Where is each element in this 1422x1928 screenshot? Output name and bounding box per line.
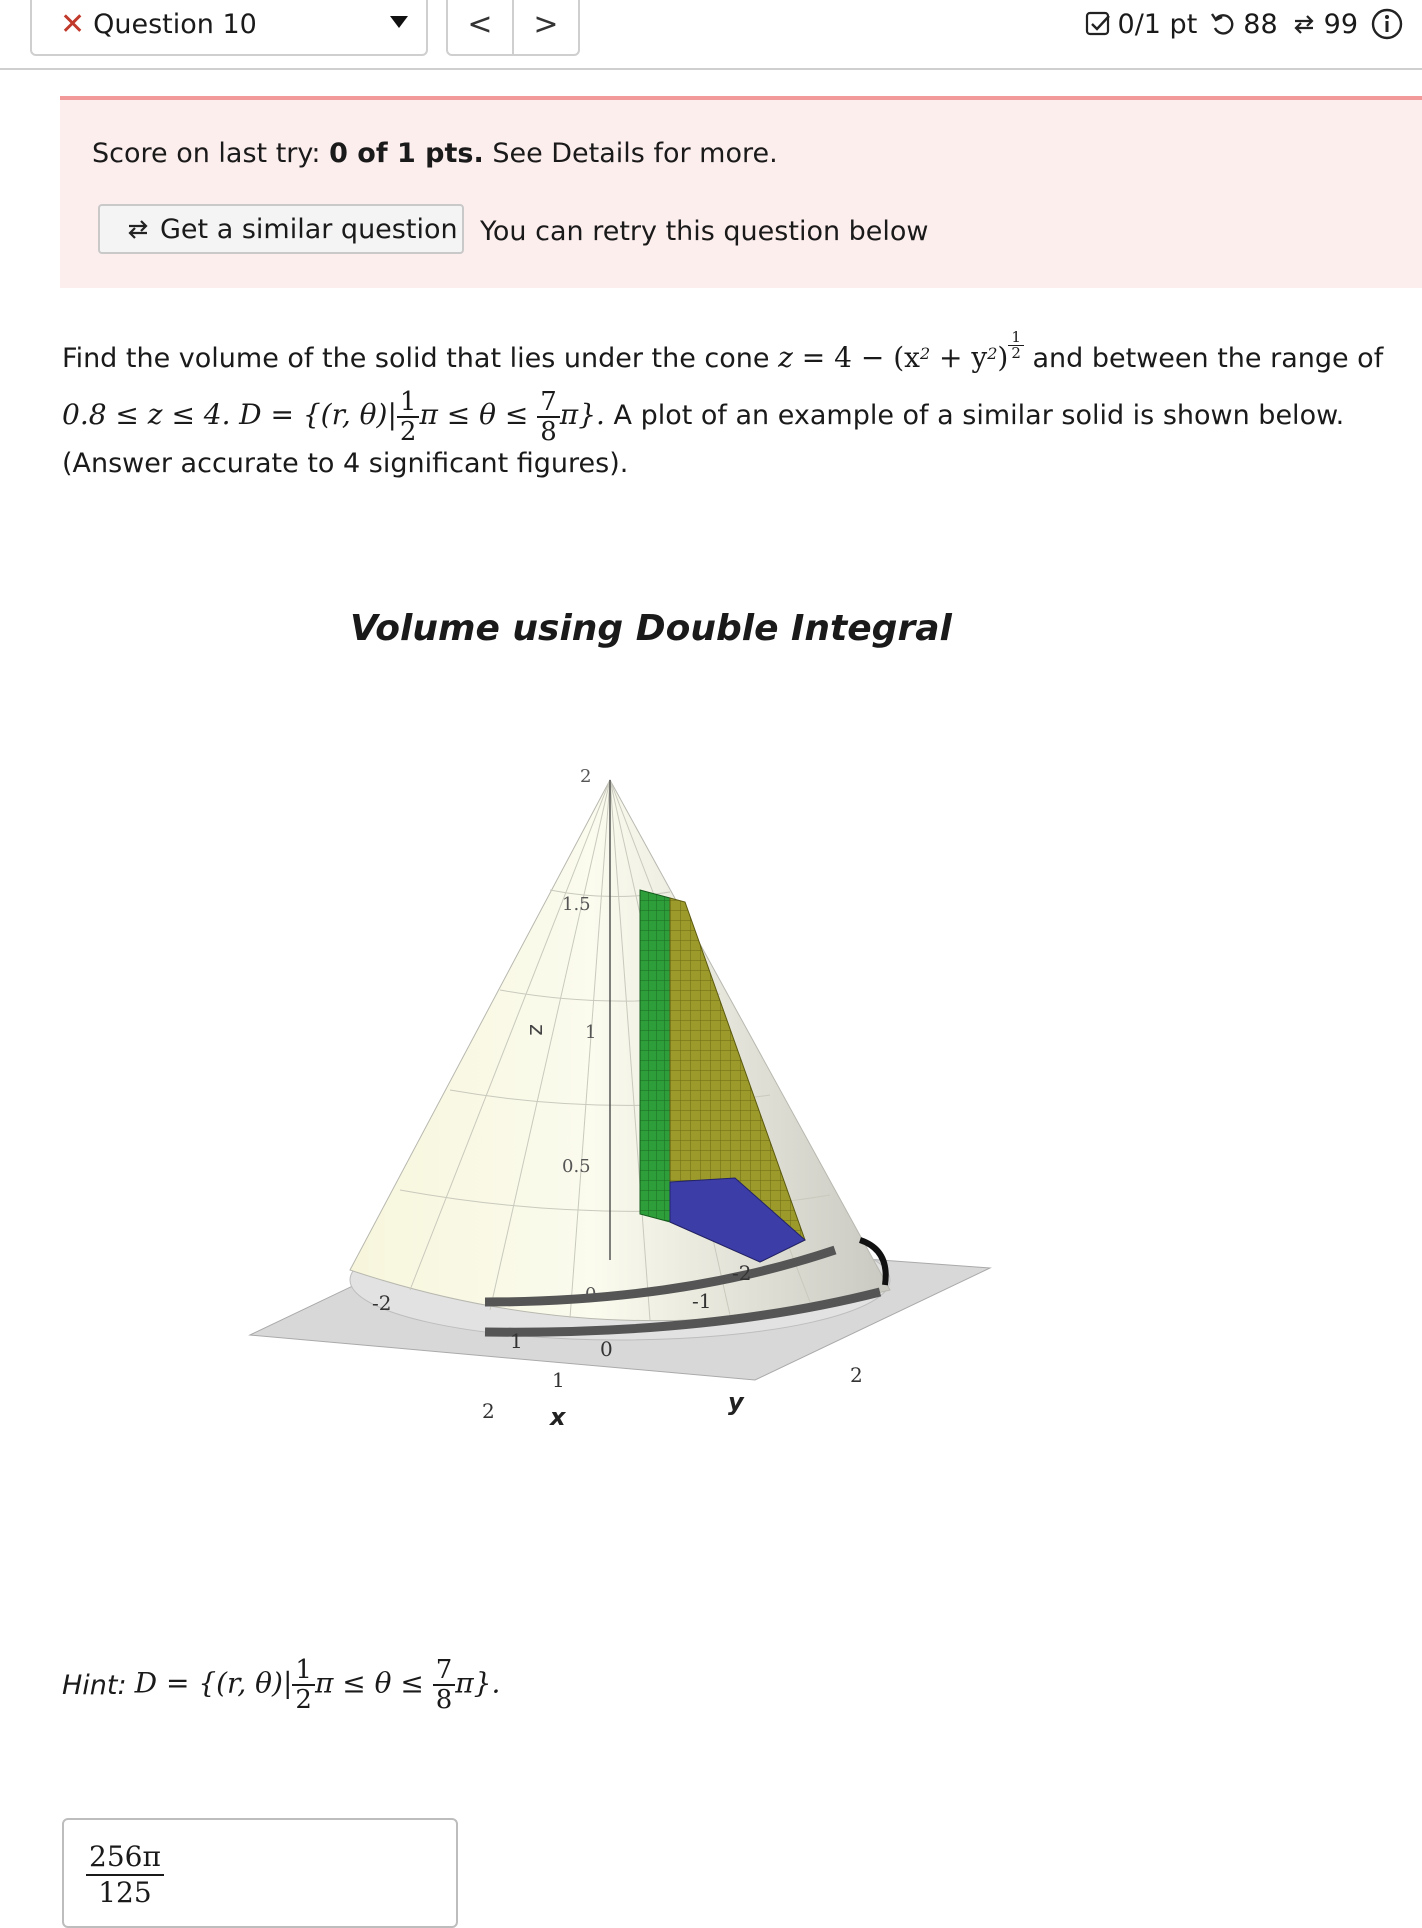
answer-numerator: 256π [86,1840,164,1876]
cone-plot-svg [240,590,1020,1450]
question-text [62,330,1402,482]
y-tick-neg1: -1 [692,1289,712,1313]
score-value-bold: 0 of 1 pts. [329,138,484,169]
retry-icon [1290,10,1318,38]
hint-label: Hint: [62,1669,127,1701]
y-tick-neg2: -2 [732,1261,752,1285]
retries-value: 99 [1323,8,1358,40]
answer-fraction [86,1840,164,1910]
y-tick-2: 2 [850,1363,863,1387]
question-line-2 [62,387,1402,446]
retry-icon [124,215,152,243]
score-suffix[interactable]: See Details for more. [483,138,778,169]
hint [62,1656,500,1714]
z-tick-1: 1 [585,1022,597,1043]
x-tick-1: 1 [552,1368,565,1392]
retries-badge [1290,9,1358,40]
status-bar [1084,0,1422,48]
question-line-1 [62,330,1402,387]
score-value: 0/1 pt [1117,8,1198,40]
q-line1-suffix: and between the range of [1032,343,1384,374]
z-range: 0.8 ≤ z ≤ 4. [62,398,231,431]
x-axis-label: x [550,1403,566,1431]
question-selector[interactable] [30,0,428,56]
attempts-badge [1209,9,1277,40]
y-tick-1: 1 [510,1329,523,1353]
green-wall [640,890,670,1222]
cone-surface [350,780,890,1321]
question-nav [446,0,580,56]
top-bar [0,0,1422,70]
score-badge [1084,9,1198,40]
z-tick-1-5: 1.5 [562,894,591,915]
score-prefix: Score on last try: [92,138,330,169]
score-alert [60,96,1422,288]
y-axis-label: y [728,1388,744,1416]
caret-down-icon [390,16,408,28]
previous-question-button[interactable]: < [448,0,514,54]
z-axis-label: z [524,1024,549,1036]
z-tick-0: 0 [585,1284,597,1305]
x-tick-2: 2 [482,1399,495,1423]
answer-input[interactable] [62,1818,458,1928]
y-tick-0: 0 [600,1337,613,1361]
checkbox-icon [1084,10,1112,38]
retry-text: You can retry this question below [480,216,929,247]
similar-question-button[interactable] [98,204,464,254]
info-icon [1370,7,1404,41]
undo-icon [1209,10,1237,38]
answer-denominator: 125 [98,1876,152,1909]
question-label: Question 10 [93,8,257,40]
hint-expression: D = {(r, θ)| $\frac{1}{2}$ π ≤ θ ≤ $\frac{7}{8}$ π}. [134,1655,501,1715]
question-line-3: (Answer accurate to 4 significant figures). [62,447,629,479]
plot-title: Volume using Double Integral [350,608,952,649]
score-line [92,138,778,169]
x-tick-neg2: -2 [372,1291,392,1315]
info-button[interactable] [1370,7,1410,41]
cone-equation: $z = 4 - (x^2 + y^2)$ $\frac{1}{2}$ [778,341,1024,374]
incorrect-icon: ✕ [60,6,86,42]
q-line2-suffix: A plot of an example of a similar solid is shown below. [613,400,1345,431]
next-question-button[interactable]: > [533,6,559,42]
attempts-value: 88 [1243,8,1278,40]
volume-plot [240,590,1020,1450]
domain-expression: D = {(r, θ)| $\frac{1}{2}$ π ≤ θ ≤ $\frac{7}{8}$ π}. [239,386,605,447]
z-tick-2: 2 [580,766,592,787]
similar-question-label: Get a similar question [160,213,458,245]
z-tick-0-5: 0.5 [562,1156,591,1177]
q-line1-prefix: Find the volume of the solid that lies under the cone [62,343,779,374]
